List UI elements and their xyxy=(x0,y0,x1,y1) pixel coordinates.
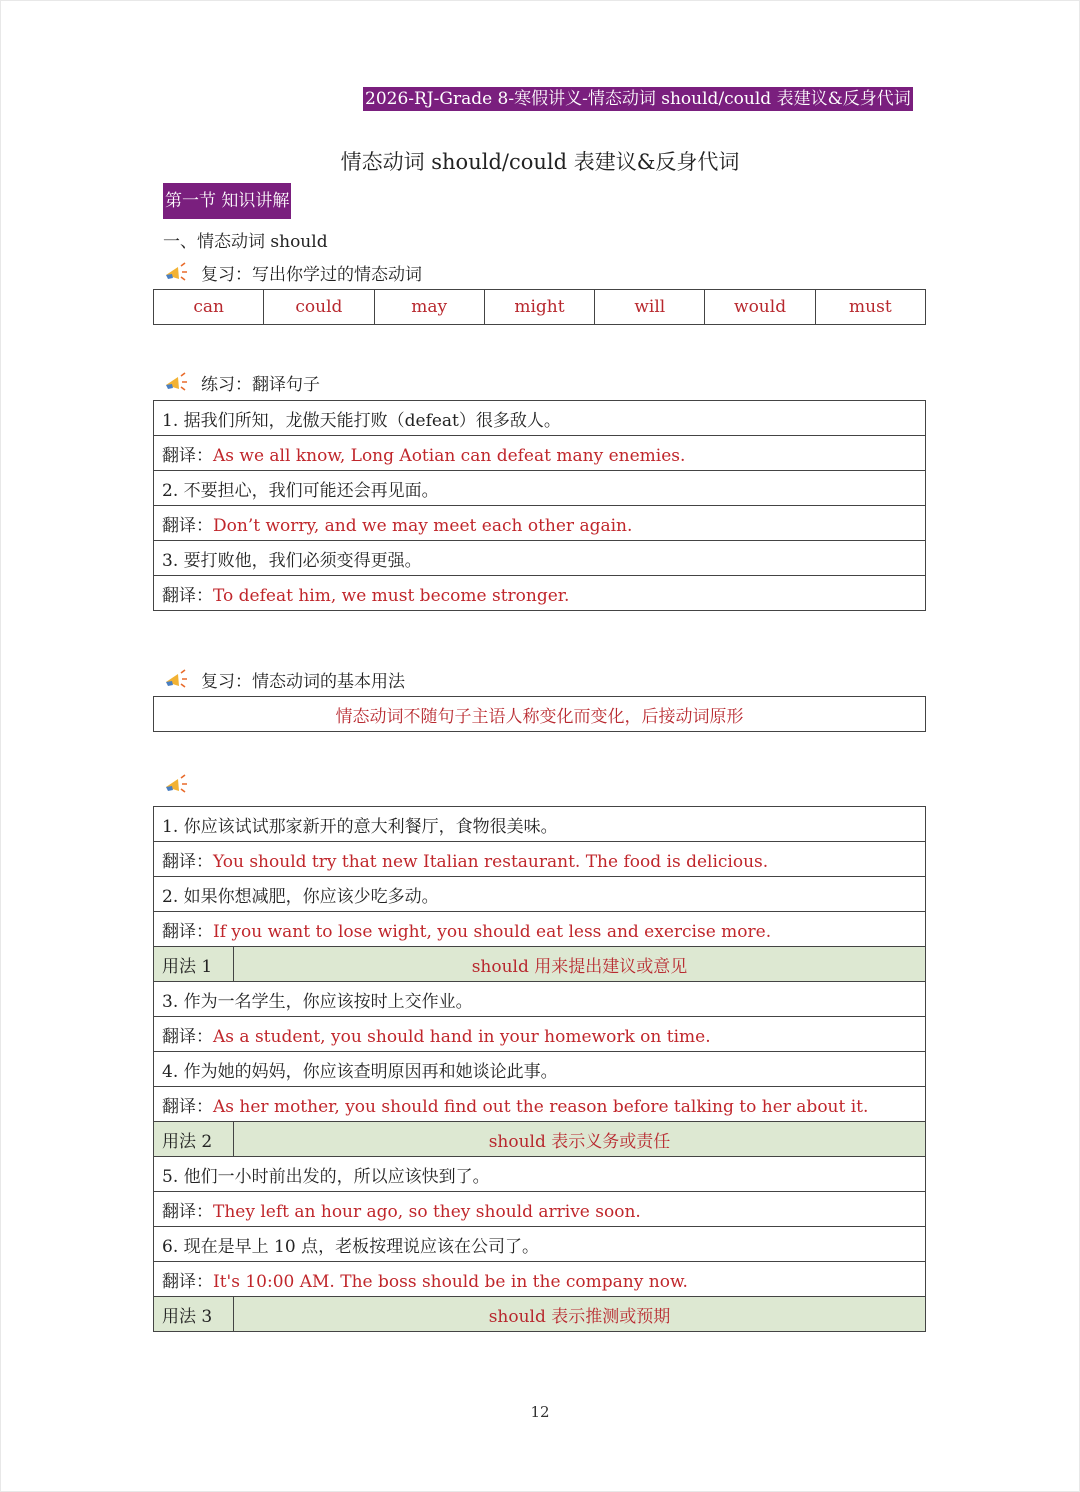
review-modal-verbs-heading xyxy=(163,260,422,285)
practice-heading xyxy=(163,370,320,395)
megaphone-icon xyxy=(163,668,191,692)
practice-answer xyxy=(154,506,926,541)
example-translation xyxy=(154,1262,926,1297)
answer-text: If you want to lose wight, you should eat less and exercise more. xyxy=(213,921,772,942)
modal-verb-cell: will xyxy=(595,290,705,325)
header-tag: 2026-RJ-Grade 8-寒假讲义-情态动词 should/could 表建议&反身代词 xyxy=(365,89,911,109)
should-usage-table xyxy=(153,806,926,1332)
practice-answer xyxy=(154,576,926,611)
answer-prefix: 翻译： xyxy=(162,445,213,466)
practice-label: 练习：翻译句子 xyxy=(201,375,320,395)
practice-answer xyxy=(154,436,926,471)
example-sentence: 3. 作为一名学生，你应该按时上交作业。 xyxy=(154,982,926,1017)
answer-text: As her mother, you should find out the reason before talking to her about it. xyxy=(213,1096,869,1117)
answer-text: It's 10:00 AM. The boss should be in the company now. xyxy=(213,1271,688,1292)
example-translation xyxy=(154,1017,926,1052)
example-translation xyxy=(154,842,926,877)
example-sentence: 4. 作为她的妈妈，你应该查明原因再和她谈论此事。 xyxy=(154,1052,926,1087)
answer-prefix: 翻译： xyxy=(162,1271,213,1292)
answer-text: Don’t worry, and we may meet each other again. xyxy=(213,515,633,536)
answer-prefix: 翻译： xyxy=(162,1026,213,1047)
modal-verbs-table xyxy=(153,289,926,325)
answer-prefix: 翻译： xyxy=(162,1096,213,1117)
answer-text: As we all know, Long Aotian can defeat many enemies. xyxy=(213,445,686,466)
basic-usage-label: 复习：情态动词的基本用法 xyxy=(201,672,405,692)
review-label: 复习：写出你学过的情态动词 xyxy=(201,265,422,285)
modal-verb-cell: can xyxy=(154,290,264,325)
megaphone-icon xyxy=(163,773,191,797)
basic-usage-text: 情态动词不随句子主语人称变化而变化，后接动词原形 xyxy=(154,697,926,732)
modal-verb-cell: would xyxy=(705,290,815,325)
answer-prefix: 翻译： xyxy=(162,851,213,872)
page-number: 12 xyxy=(530,1403,550,1421)
usage-label: 用法 2 xyxy=(154,1122,234,1157)
answer-text: They left an hour ago, so they should arrive soon. xyxy=(213,1201,641,1222)
should-heading xyxy=(163,773,201,797)
megaphone-icon xyxy=(163,371,191,395)
answer-text: You should try that new Italian restaurant. The food is delicious. xyxy=(213,851,769,872)
example-sentence: 5. 他们一小时前出发的，所以应该快到了。 xyxy=(154,1157,926,1192)
usage-text: should 表示推测或预期 xyxy=(234,1297,926,1332)
basic-usage-heading xyxy=(163,667,405,692)
modal-verb-cell: could xyxy=(264,290,374,325)
modal-verb-cell: may xyxy=(374,290,484,325)
example-sentence: 2. 如果你想减肥，你应该少吃多动。 xyxy=(154,877,926,912)
basic-usage-table xyxy=(153,696,926,732)
usage-text: should 表示义务或责任 xyxy=(234,1122,926,1157)
answer-text: To defeat him, we must become stronger. xyxy=(213,585,570,606)
answer-prefix: 翻译： xyxy=(162,515,213,536)
answer-prefix: 翻译： xyxy=(162,921,213,942)
usage-label: 用法 1 xyxy=(154,947,234,982)
answer-prefix: 翻译： xyxy=(162,585,213,606)
answer-prefix: 翻译： xyxy=(162,1201,213,1222)
megaphone-icon xyxy=(163,261,191,285)
example-translation xyxy=(154,1192,926,1227)
practice-table xyxy=(153,400,926,611)
section-tag: 第一节 知识讲解 xyxy=(163,183,291,219)
modal-verb-cell: might xyxy=(484,290,594,325)
modal-verb-cell: must xyxy=(815,290,925,325)
heading-should: 一、情态动词 should xyxy=(163,232,328,252)
usage-text: should 用来提出建议或意见 xyxy=(234,947,926,982)
example-translation xyxy=(154,912,926,947)
practice-question: 1. 据我们所知，龙傲天能打败（defeat）很多敌人。 xyxy=(154,401,926,436)
example-translation xyxy=(154,1087,926,1122)
answer-text: As a student, you should hand in your homework on time. xyxy=(213,1026,711,1047)
practice-question: 3. 要打败他，我们必须变得更强。 xyxy=(154,541,926,576)
practice-question: 2. 不要担心，我们可能还会再见面。 xyxy=(154,471,926,506)
example-sentence: 6. 现在是早上 10 点，老板按理说应该在公司了。 xyxy=(154,1227,926,1262)
page-title: 情态动词 should/could 表建议&反身代词 xyxy=(340,150,740,174)
usage-label: 用法 3 xyxy=(154,1297,234,1332)
example-sentence: 1. 你应该试试那家新开的意大利餐厅，食物很美味。 xyxy=(154,807,926,842)
